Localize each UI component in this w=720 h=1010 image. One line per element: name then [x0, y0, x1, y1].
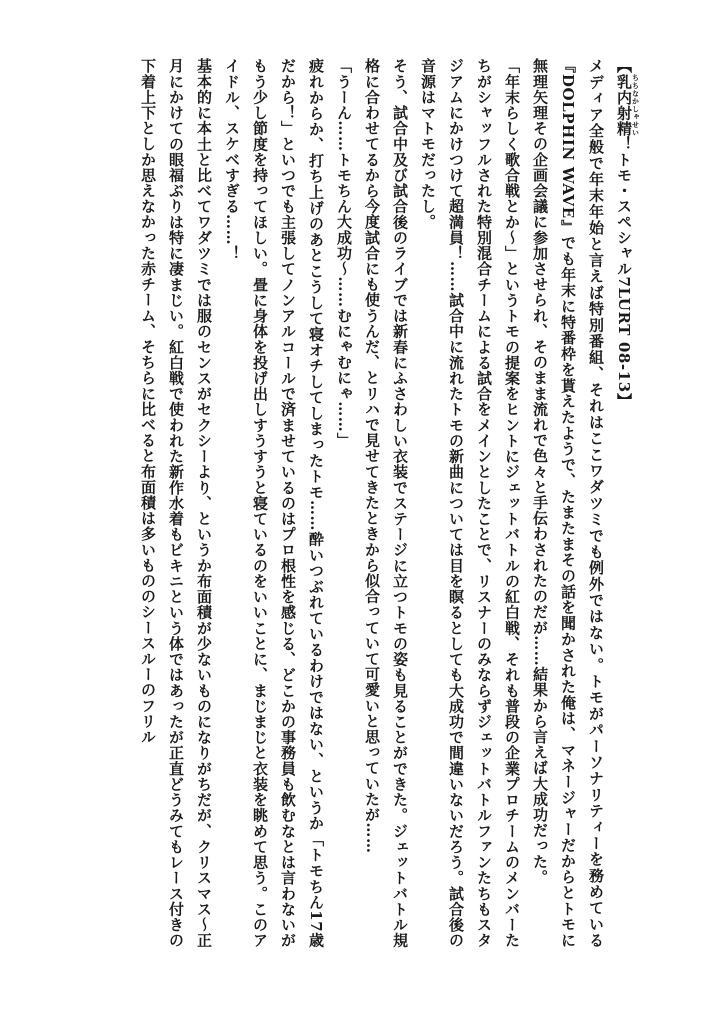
dialogue-line: 「うーん……トモちん大成功～……むにゃむにゃ……」 [335, 58, 353, 448]
heading-open-bracket: 【 [615, 58, 633, 74]
vertical-text-body [134, 58, 640, 948]
heading-title-ruby [615, 73, 641, 137]
section-heading [610, 58, 640, 948]
paragraph: メディア全般で年末年始と言えば特別番組、それはここワダツミでも例外ではない。トモがパーソナリティーを務めている『DOLPHIN WAVE』でも年末に特番枠を貰えたようで、たまたまその話を聞かされた俺は、マネージャーだからとトモに無理矢理その企画会議に参加させられ、そのまま流れで色々と手伝わされたのだが……結果から言えば大成功だった。 [531, 58, 605, 948]
heading-title-furigana: ちちなかしゃせい [631, 73, 641, 136]
paragraph: 基本的に本土と比べてワダツミでは服のセンスがセクシーより、というか布面積が少ないものになりがちだが、クリスマス～正月にかけての眼福ぶりは特に凄まじい。紅白戦で使われた新作水着もビキニという体ではあったが正直どうみてもレース付きの下着上下としか思えなかった赤チーム、そちらに比べると布面積は多いもののシースルーのフリル [139, 58, 213, 948]
heading-close-bracket: 】 [615, 392, 633, 409]
heading-title-rest: ！トモ・スペシャル7LURT 08-13 [615, 136, 633, 393]
paragraph: 「年末らしく歌合戦とか～」というトモの提案をヒントにジェットバトルの紅白戦、それも普段の企業プロチームのメンバーたちがシャッフルされた特別混合チームによる試合をメインとしたことで、リスナーのみならずジェットバトルファンたちもスタジアムにかけつけて超満員！……試合中に流れたトモの新曲については目を瞑るとしても大成功で間違いないだろう。試合後の音源はマトモだったし。 [419, 58, 521, 948]
paragraph: 疲れからか、打ち上げのあとこうして寝オチしてしまったトモ……酔いつぶれているわけではない、というか「トモちん17歳だから！」といつでも主張してノンアルコールで済ませているのはプロ根性を感じる、どこかの事務員も飲むなとは言わないがもう少し節度を持ってほしい。畳に身体を投げ出しすうすうと寝ているのをいいことに、まじまじと衣装を眺めて思う。このアイドル、スケベすぎる……！ [223, 58, 325, 948]
heading-title-base: 乳内射精 [615, 73, 633, 137]
paragraph: そう、試合中及び試合後のライブでは新春にふさわしい衣装でステージに立つトモの姿も見ることができた。ジェットバトル規格に合わせてるから今度試合にも使うんだ、とリハで見せてきたときから似合っていて可愛いと思っていたが…… [363, 58, 409, 948]
